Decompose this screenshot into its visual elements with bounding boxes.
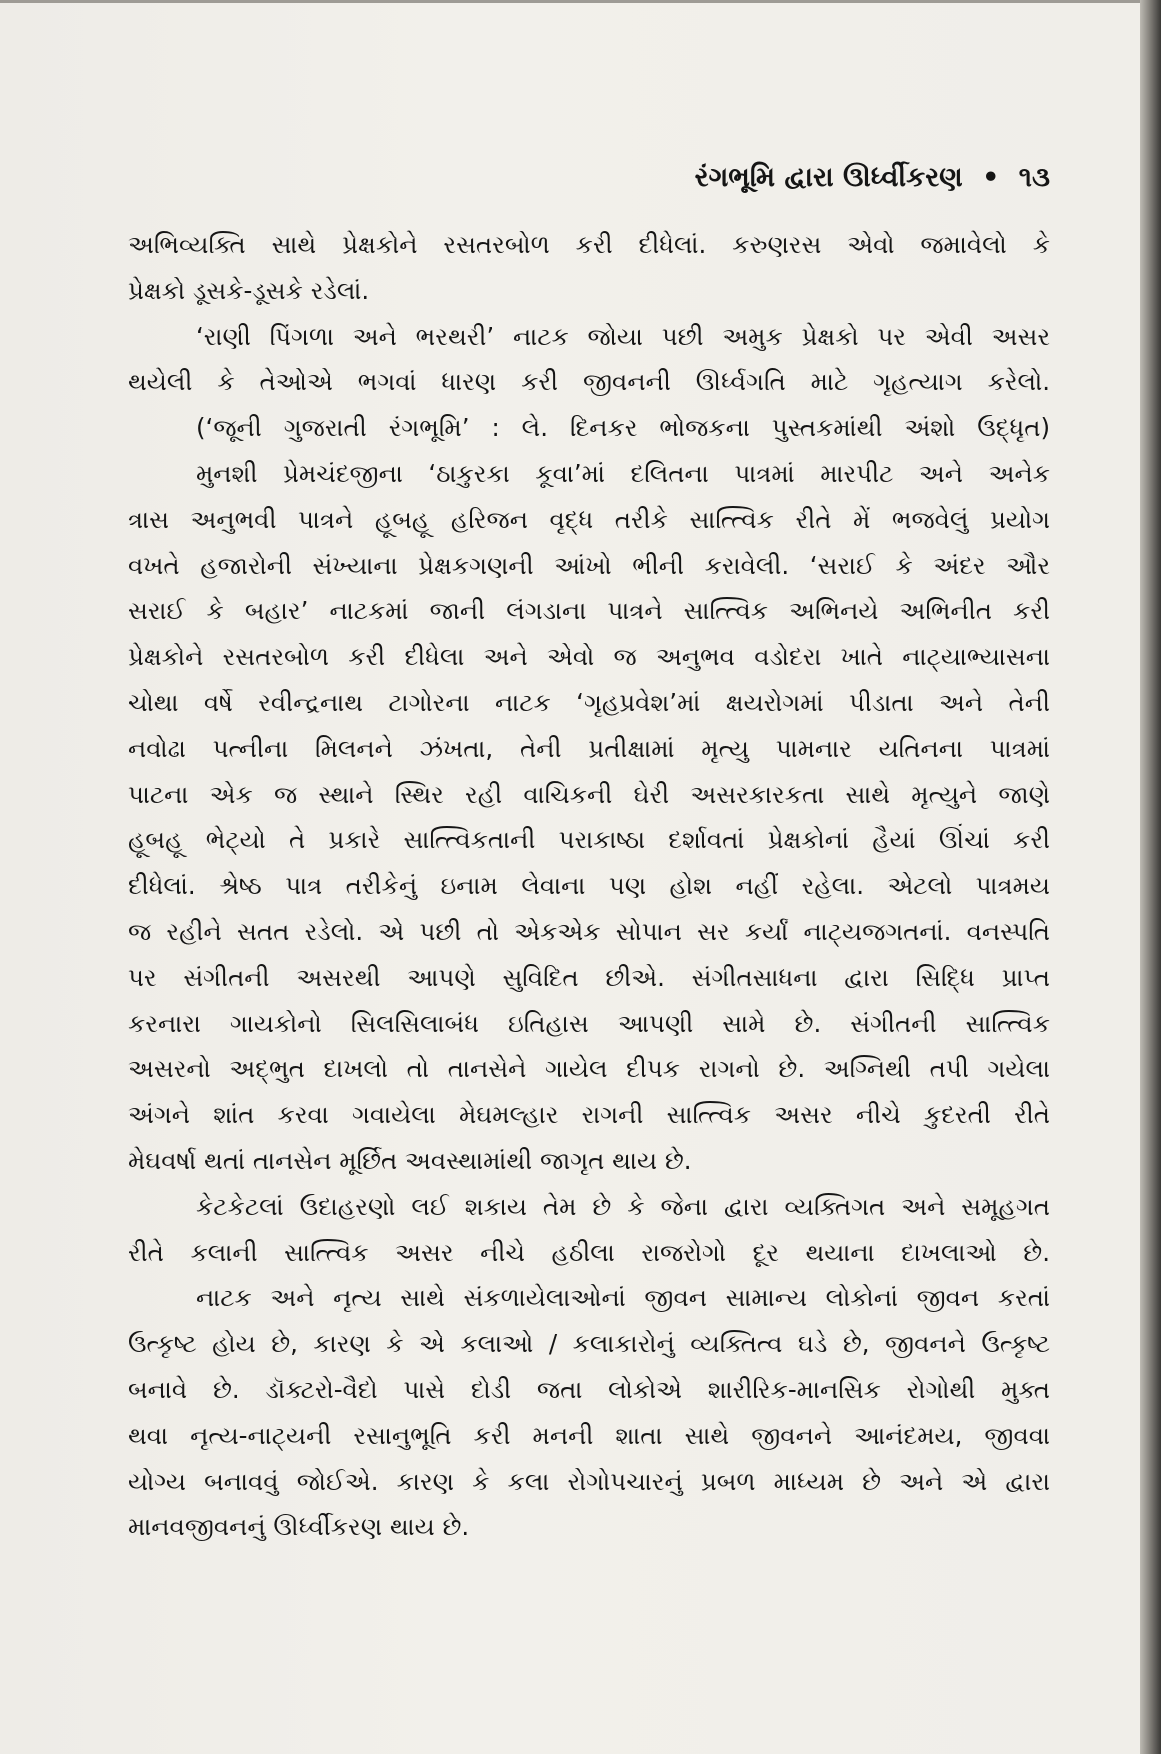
text-line: રીતે કલાની સાત્ત્વિક અસર નીચે હઠીલા રાજરોગો દૂર થયાના દાખલાઓ છે.	[128, 1237, 1050, 1267]
text-line: નવોઢા પત્નીના મિલનને ઝંખતા, તેની પ્રતીક્ષામાં મૃત્યુ પામનાર યતિનના પાત્રમાં	[128, 733, 1050, 763]
page-number: ૧૩	[1018, 162, 1050, 193]
text-line: પ્રેક્ષકોને રસતરબોળ કરી દીધેલા અને એવો જ અનુભવ વડોદરા ખાતે નાટ્યાભ્યાસના	[128, 642, 1050, 672]
text-line: કેટકેટલાં ઉદાહરણો લઈ શકાય તેમ છે કે જેના દ્વારા વ્યક્તિગત અને સમૂહગત	[196, 1191, 1050, 1221]
text-line: વખતે હજારોની સંખ્યાના પ્રેક્ષકગણની આંખો ભીની કરાવેલી. ‘સરાઈ કે અંદર ઔર	[128, 550, 1050, 580]
text-line: માનવજીવનનું ઊર્ધ્વીકરણ થાય છે.	[128, 1512, 470, 1542]
text-line: અસરનો અદ્ભુત દાખલો તો તાનસેને ગાયેલ દીપક રાગનો છે. અગ્નિથી તપી ગયેલા	[128, 1054, 1050, 1084]
chapter-title: રંગભૂમિ દ્વારા ઊર્ધ્વીકરણ	[694, 162, 963, 193]
text-line: બનાવે છે. ડૉક્ટરો-વૈદો પાસે દોડી જતા લોકોએ શારીરિક-માનસિક રોગોથી મુક્ત	[128, 1374, 1050, 1404]
text-line: ‘રાણી પિંગળા અને ભરથરી’ નાટક જોયા પછી અમુક પ્રેક્ષકો પર એવી અસર	[196, 321, 1050, 351]
text-line: મેઘવર્ષા થતાં તાનસેન મૂર્છિત અવસ્થામાંથી જાગૃત થાય છે.	[128, 1145, 692, 1175]
text-line: મુનશી પ્રેમચંદજીના ‘ઠાકુરકા કૂવા’માં દલિતના પાત્રમાં મારપીટ અને અનેક	[196, 458, 1050, 488]
text-line: થયેલી કે તેઓએ ભગવાં ધારણ કરી જીવનની ઊર્ધ્વગતિ માટે ગૃહત્યાગ કરેલો.	[128, 367, 1050, 397]
text-line: સરાઈ કે બહાર’ નાટકમાં જાની લંગડાના પાત્રને સાત્ત્વિક અભિનયે અભિનીત કરી	[128, 596, 1050, 626]
text-line: પાટના એક જ સ્થાને સ્થિર રહી વાચિકની ઘેરી અસરકારકતા સાથે મૃત્યુને જાણે	[128, 779, 1050, 809]
text-line: અભિવ્યક્તિ સાથે પ્રેક્ષકોને રસતરબોળ કરી દીધેલાં. કરુણરસ એવો જમાવેલો કે	[128, 230, 1050, 259]
text-line: ત્રાસ અનુભવી પાત્રને હૂબહૂ હરિજન વૃદ્ધ તરીકે સાત્ત્વિક રીતે મેં ભજવેલું પ્રયોગ	[128, 504, 1050, 534]
text-line: ઉત્કૃષ્ટ હોય છે, કારણ કે એ કલાઓ / કલાકારોનું વ્યક્તિત્વ ઘડે છે, જીવનને ઉત્કૃષ્ટ	[128, 1329, 1050, 1359]
text-line: પ્રેક્ષકો ડૂસકે-ડૂસકે રડેલાં.	[128, 275, 370, 305]
page-binding-edge	[1140, 0, 1161, 1754]
text-line: નાટક અને નૃત્ય સાથે સંકળાયેલાઓનાં જીવન સામાન્ય લોકોનાં જીવન કરતાં	[196, 1283, 1050, 1313]
running-header	[0, 158, 1050, 198]
text-line: અંગને શાંત કરવા ગવાયેલા મેઘમલ્હાર રાગની સાત્ત્વિક અસર નીચે કુદરતી રીતે	[128, 1100, 1050, 1130]
text-line: થવા નૃત્ય-નાટ્યની રસાનુભૂતિ કરી મનની શાતા સાથે જીવનને આનંદમય, જીવવા	[128, 1420, 1050, 1450]
body-text	[128, 222, 1050, 1550]
text-line: (‘જૂની ગુજરાતી રંગભૂમિ’ : લે. દિનકર ભોજકના પુસ્તકમાંથી અંશો ઉદ્ધૃત)	[196, 413, 1050, 443]
text-line: કરનારા ગાયકોનો સિલસિલાબંધ ઇતિહાસ આપણી સામે છે. સંગીતની સાત્ત્વિક	[128, 1008, 1050, 1038]
text-line: જ રહીને સતત રડેલો. એ પછી તો એકએક સોપાન સર કર્યાં નાટ્યજગતનાં. વનસ્પતિ	[128, 916, 1050, 946]
text-line: ચોથા વર્ષે રવીન્દ્રનાથ ટાગોરના નાટક ‘ગૃહપ્રવેશ’માં ક્ષયરોગમાં પીડાતા અને તેની	[128, 687, 1050, 717]
page-top-border	[0, 0, 1140, 3]
header-separator: •	[982, 162, 1000, 193]
text-line: હૂબહૂ ભેટ્યો તે પ્રકારે સાત્ત્વિકતાની પરાકાષ્ઠા દર્શાવતાં પ્રેક્ષકોનાં હૈયાં ઊંચાં કરી	[128, 825, 1050, 855]
text-line: યોગ્ય બનાવવું જોઈએ. કારણ કે કલા રોગોપચારનું પ્રબળ માધ્યમ છે અને એ દ્વારા	[128, 1466, 1050, 1496]
text-line: દીધેલાં. શ્રેષ્ઠ પાત્ર તરીકેનું ઇનામ લેવાના પણ હોશ નહીં રહેલા. એટલો પાત્રમય	[128, 871, 1050, 901]
text-line: પર સંગીતની અસરથી આપણે સુવિદિત છીએ. સંગીતસાધના દ્વારા સિદ્ધિ પ્રાપ્ત	[128, 962, 1050, 992]
